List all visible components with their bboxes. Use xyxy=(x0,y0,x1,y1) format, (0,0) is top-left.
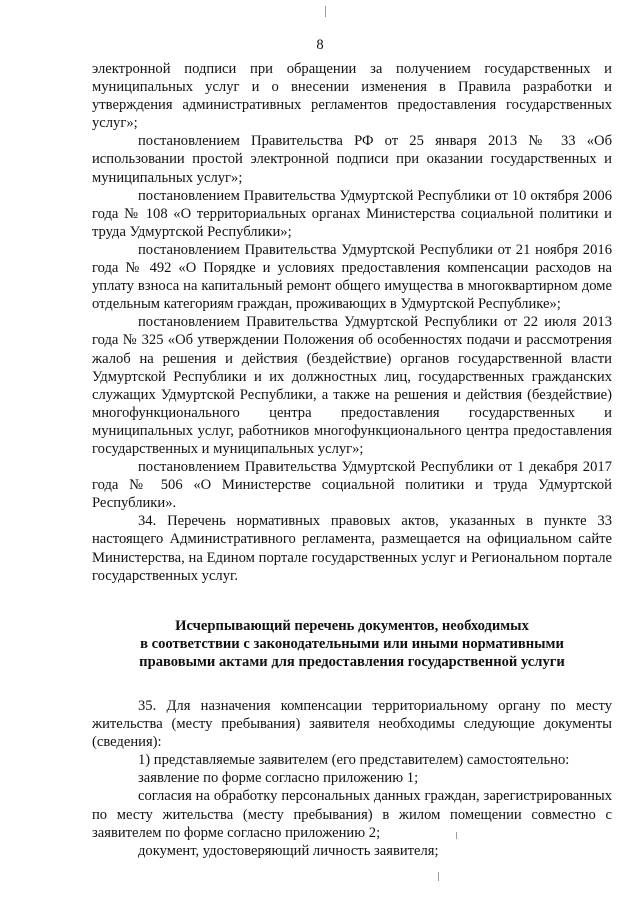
paragraph: 34. Перечень нормативных правовых актов, указанных в пункте 33 настоящего Административного регламента, размещается на официальном сайте Министерства, на Едином портале государственных услуг и Региональном портале государственных услуг. xyxy=(92,513,612,584)
section-heading-line-2: в соответствии с законодательными или иными нормативными xyxy=(140,635,564,652)
paragraph: постановлением Правительства Удмуртской Республики от 1 декабря 2017 года № 506 «О Министерстве социальной политики и труда Удмуртской Республики». xyxy=(92,459,612,512)
paragraph: постановлением Правительства Удмуртской Республики от 21 ноября 2016 года № 492 «О Порядке и условиях предоставления компенсации расходов на уплату взноса на капитальный ремонт общего имущества в многоквартирном доме отдельным категориям граждан, проживающих в Удмуртской Республике»; xyxy=(92,241,612,313)
paragraph: заявление по форме согласно приложению 1; xyxy=(138,770,419,787)
paragraph: 35. Для назначения компенсации территориальному органу по месту жительства (месту пребывания) заявителя необходимы следующие документы (сведения): xyxy=(92,698,612,751)
paragraph: постановлением Правительства РФ от 25 января 2013 № 33 «Об использовании простой электронной подписи при оказании государственных и муниципальных услуг»; xyxy=(92,133,612,186)
scan-mark-bottom xyxy=(438,872,439,881)
paragraph-group-documents xyxy=(92,697,612,860)
section-heading-line-1: Исчерпывающий перечень документов, необходимых xyxy=(175,617,529,634)
paragraph: 1) представляемые заявителем (его представителем) самостоятельно: xyxy=(138,752,570,769)
paragraph: постановлением Правительства Удмуртской Республики от 10 октября 2006 года № 108 «О территориальных органах Министерства социальной политики и труда Удмуртской Республики»; xyxy=(92,187,612,240)
paragraph: постановлением Правительства Удмуртской Республики от 22 июля 2013 года № 325 «Об утверждении Положения об особенностях подачи и рассмотрения жалоб на решения и действия (бездействие) органов государственной власти Удмуртской Республики и их должностных лиц, государственных гражданских служащих Удмуртской Республики, а также на решения и действия (бездействие) многофункционального центра предоставления государственных и муниципальных услуг, работников многофункционального центра предоставления государственных и муниципальных услуг»; xyxy=(92,314,612,457)
scan-mark-side xyxy=(456,832,457,839)
section-heading-line-3: правовыми актами для предоставления государственной услуги xyxy=(139,653,565,670)
paragraph: документ, удостоверяющий личность заявителя; xyxy=(138,842,439,859)
paragraph: согласия на обработку персональных данных граждан, зарегистрированных по месту жительства (месту пребывания) в жилом помещении совместно с заявителем по форме согласно приложению 2; xyxy=(92,788,612,841)
paragraph-group-legal-acts xyxy=(92,60,612,585)
scan-mark-top xyxy=(325,6,326,17)
page-number: 8 xyxy=(316,37,324,53)
paragraph: электронной подписи при обращении за получением государственных и муниципальных услуг и о внесении изменения в Правила разработки и утверждения административных регламентов предоставления государственных услуг»; xyxy=(92,61,612,132)
document-body xyxy=(92,60,612,860)
